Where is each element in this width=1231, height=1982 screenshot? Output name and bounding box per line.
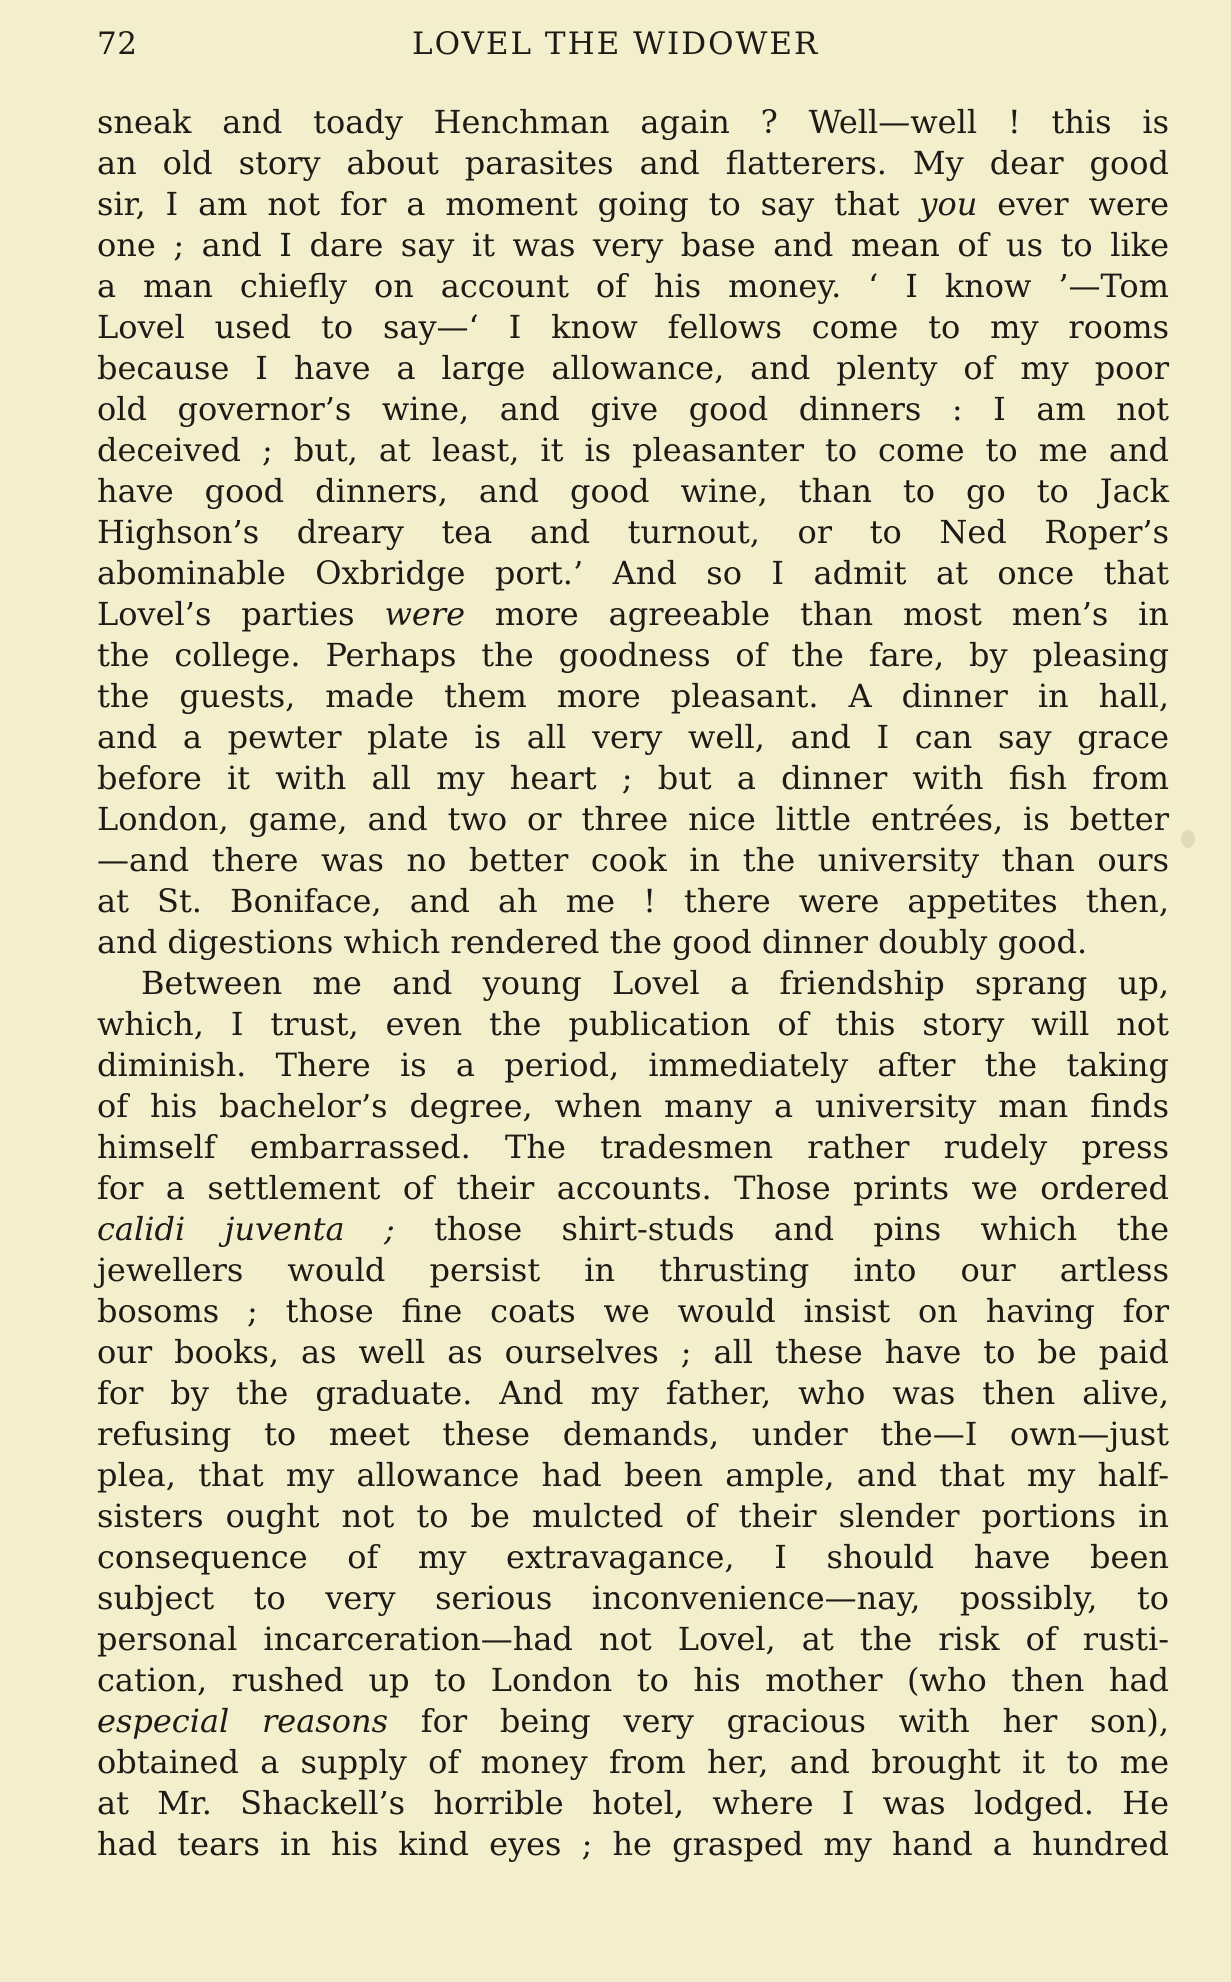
- text-line: [97, 1168, 1169, 1209]
- text-line: [97, 676, 1169, 717]
- text-run: plea, that my allowance had been ample, and that my half-: [97, 1456, 1169, 1494]
- text-run: ever were: [977, 185, 1170, 223]
- text-line: [97, 1086, 1169, 1127]
- text-line: [97, 1414, 1169, 1455]
- text-run: which, I trust, even the publication of this story will not: [97, 1005, 1169, 1043]
- text-line: [97, 1496, 1169, 1537]
- text-line: [97, 471, 1169, 512]
- text-run: bosoms ; those fine coats we would insist on having for: [97, 1292, 1169, 1330]
- text-run: the guests, made them more pleasant. A dinner in hall,: [97, 677, 1169, 715]
- text-line: [97, 1291, 1169, 1332]
- text-run: the college. Perhaps the goodness of the fare, by pleasing: [97, 636, 1169, 674]
- text-line: [97, 1373, 1169, 1414]
- text-line: [97, 1824, 1169, 1865]
- italic-text: especial reasons: [97, 1702, 389, 1740]
- running-title: LOVEL THE WIDOWER: [412, 26, 820, 62]
- text-run: one ; and I dare say it was very base and mean of us to like: [97, 226, 1169, 264]
- text-line: [97, 1250, 1169, 1291]
- text-run: jewellers would persist in thrusting into our artless: [97, 1251, 1169, 1289]
- text-run: abominable Oxbridge port.’ And so I admit at once that: [97, 554, 1169, 592]
- text-run: obtained a supply of money from her, and brought it to me: [97, 1743, 1169, 1781]
- text-line: [97, 102, 1169, 143]
- text-run: consequence of my extravagance, I should have been: [97, 1538, 1169, 1576]
- text-line: [97, 1619, 1169, 1660]
- text-line: [97, 1004, 1169, 1045]
- text-line: [97, 348, 1169, 389]
- text-line: [97, 717, 1169, 758]
- text-line: [97, 1127, 1169, 1168]
- text-line: [97, 1045, 1169, 1086]
- text-line: [97, 1455, 1169, 1496]
- text-run: sneak and toady Henchman again ? Well—well ! this is: [97, 103, 1169, 141]
- text-run: old governor’s wine, and give good dinners : I am not: [97, 390, 1169, 428]
- text-run: for by the graduate. And my father, who was then alive,: [97, 1374, 1169, 1412]
- text-line: [97, 963, 1169, 1004]
- italic-text: calidi juventa ;: [97, 1210, 395, 1248]
- text-run: for being very gracious with her son),: [388, 1702, 1170, 1740]
- text-run: Between me and young Lovel a friendship sprang up,: [141, 964, 1169, 1002]
- text-line: [97, 225, 1169, 266]
- text-line: [97, 389, 1169, 430]
- text-run: Highson’s dreary tea and turnout, or to Ned Roper’s: [97, 513, 1169, 551]
- text-line: [97, 307, 1169, 348]
- text-run: sisters ought not to be mulcted of their slender portions in: [97, 1497, 1169, 1535]
- text-run: diminish. There is a period, immediately after the taking: [97, 1046, 1169, 1084]
- text-line: [97, 635, 1169, 676]
- text-line: [97, 184, 1169, 225]
- italic-text: were: [384, 595, 466, 633]
- text-run: at Mr. Shackell’s horrible hotel, where I was lodged. He: [97, 1784, 1169, 1822]
- text-run: sir, I am not for a moment going to say that: [97, 185, 920, 223]
- text-run: and digestions which rendered the good dinner doubly good.: [97, 923, 1088, 961]
- text-line: [97, 594, 1169, 635]
- text-line: [97, 430, 1169, 471]
- text-run: an old story about parasites and flatterers. My dear good: [97, 144, 1169, 182]
- text-line: [97, 799, 1169, 840]
- page-number: 72: [97, 26, 138, 62]
- text-run: more agreeable than most men’s in: [465, 595, 1170, 633]
- text-run: before it with all my heart ; but a dinner with fish from: [97, 759, 1169, 797]
- text-line: [97, 1660, 1169, 1701]
- text-run: personal incarceration—had not Lovel, at the risk of rusti-: [97, 1620, 1169, 1658]
- text-run: deceived ; but, at least, it is pleasanter to come to me and: [97, 431, 1169, 469]
- text-line: [97, 266, 1169, 307]
- paper-speck: [1181, 830, 1195, 848]
- text-run: Lovel’s parties: [97, 595, 385, 633]
- text-run: at St. Boniface, and ah me ! there were appetites then,: [97, 882, 1169, 920]
- text-run: have good dinners, and good wine, than to go to Jack: [97, 472, 1169, 510]
- text-line: [97, 1578, 1169, 1619]
- text-run: cation, rushed up to London to his mother (who then had: [97, 1661, 1169, 1699]
- text-line: [97, 758, 1169, 799]
- text-run: because I have a large allowance, and plenty of my poor: [97, 349, 1169, 387]
- italic-text: you: [919, 185, 978, 223]
- text-line: [97, 1537, 1169, 1578]
- text-run: and a pewter plate is all very well, and I can say grace: [97, 718, 1169, 756]
- text-line: [97, 1209, 1169, 1250]
- text-run: —and there was no better cook in the university than ours: [97, 841, 1169, 879]
- text-line: [97, 840, 1169, 881]
- text-run: London, game, and two or three nice little entrées, is better: [97, 800, 1169, 838]
- text-line: [97, 881, 1169, 922]
- text-run: Lovel used to say—‘ I know fellows come to my rooms: [97, 308, 1169, 346]
- text-line: [97, 922, 1169, 963]
- text-run: a man chiefly on account of his money. ‘ I know ’—Tom: [97, 267, 1169, 305]
- text-run: had tears in his kind eyes ; he grasped my hand a hundred: [97, 1825, 1169, 1863]
- text-line: [97, 1742, 1169, 1783]
- text-line: [97, 512, 1169, 553]
- text-line: [97, 1332, 1169, 1373]
- page-header: [97, 26, 1167, 72]
- text-line: [97, 1701, 1169, 1742]
- text-run: refusing to meet these demands, under the—I own—just: [97, 1415, 1169, 1453]
- text-line: [97, 1783, 1169, 1824]
- text-run: subject to very serious inconvenience—nay, possibly, to: [97, 1579, 1169, 1617]
- text-run: our books, as well as ourselves ; all these have to be paid: [97, 1333, 1169, 1371]
- text-run: himself embarrassed. The tradesmen rather rudely press: [97, 1128, 1169, 1166]
- body-text: [97, 102, 1169, 1865]
- text-run: for a settlement of their accounts. Those prints we ordered: [97, 1169, 1169, 1207]
- text-line: [97, 553, 1169, 594]
- text-run: those shirt-studs and pins which the: [394, 1210, 1170, 1248]
- text-line: [97, 143, 1169, 184]
- text-run: of his bachelor’s degree, when many a university man finds: [97, 1087, 1169, 1125]
